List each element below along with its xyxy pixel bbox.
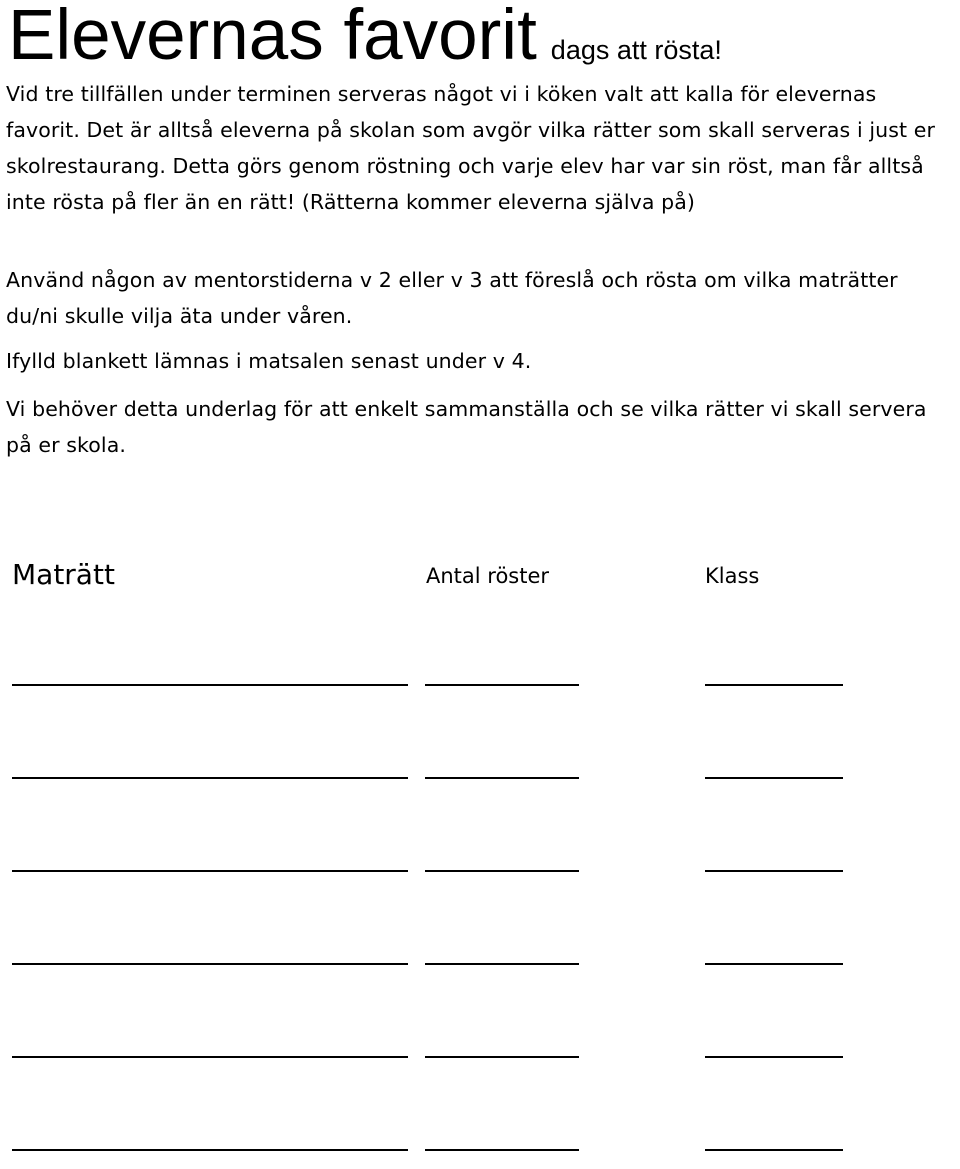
class-blank-line[interactable] xyxy=(705,1056,843,1058)
votes-blank-line[interactable] xyxy=(425,1149,579,1151)
intro-paragraph: Vid tre tillfällen under terminen serveras något vi i köken valt att kalla för elevernas favorit. Det är alltså eleverna på skolan som avgör vilka rätter som skall serveras i just er skolrestaurang. Detta görs genom röstning och varje elev har var sin röst, man får alltså inte rösta på fler än en rätt! (Rätterna kommer eleverna själva på) xyxy=(6,82,936,214)
dish-blank-line[interactable] xyxy=(12,684,408,686)
form-row xyxy=(0,1056,960,1076)
dish-blank-line[interactable] xyxy=(12,777,408,779)
form-row xyxy=(0,1149,960,1169)
class-blank-line[interactable] xyxy=(705,777,843,779)
dish-blank-line[interactable] xyxy=(12,963,408,965)
form-row xyxy=(0,870,960,890)
form-row xyxy=(0,777,960,797)
class-blank-line[interactable] xyxy=(705,963,843,965)
dish-blank-line[interactable] xyxy=(12,870,408,872)
class-blank-line[interactable] xyxy=(705,684,843,686)
instruction-paragraph: Använd någon av mentorstiderna v 2 eller v 3 att föreslå och rösta om vilka maträtter du/ni skulle vilja äta under våren. xyxy=(6,268,898,328)
class-blank-line[interactable] xyxy=(705,870,843,872)
votes-blank-line[interactable] xyxy=(425,963,579,965)
column-header-dish: Maträtt xyxy=(12,558,115,591)
dish-blank-line[interactable] xyxy=(12,1149,408,1151)
page-title-row xyxy=(8,0,722,78)
dish-blank-line[interactable] xyxy=(12,1056,408,1058)
form-row xyxy=(0,684,960,704)
votes-blank-line[interactable] xyxy=(425,1056,579,1058)
class-blank-line[interactable] xyxy=(705,1149,843,1151)
purpose-paragraph: Vi behöver detta underlag för att enkelt sammanställa och se vilka rätter vi skall servera på er skola. xyxy=(6,397,927,457)
form-row xyxy=(0,963,960,983)
deadline-paragraph: Ifylld blankett lämnas i matsalen senast under v 4. xyxy=(6,349,532,373)
votes-blank-line[interactable] xyxy=(425,777,579,779)
page-title: Elevernas favorit xyxy=(8,0,537,75)
page-subtitle: dags att rösta! xyxy=(550,35,722,65)
votes-blank-line[interactable] xyxy=(425,870,579,872)
column-header-votes: Antal röster xyxy=(426,564,550,588)
column-header-class: Klass xyxy=(705,564,760,588)
votes-blank-line[interactable] xyxy=(425,684,579,686)
